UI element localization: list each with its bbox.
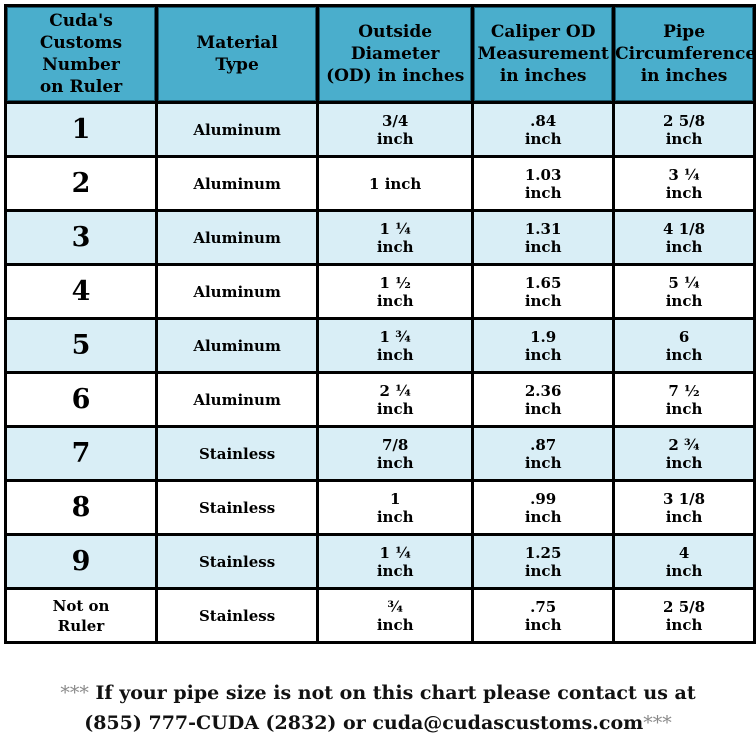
outside-diameter-cell: 1 ½ inch [319,266,471,317]
ruler-number-cell: 2 [7,158,155,209]
circumference-cell: 7 ½ inch [615,374,753,425]
caliper-od-cell: .75 inch [474,590,612,641]
material-cell: Stainless [158,428,316,479]
table-row [7,590,753,641]
contact-note-line-2 [0,708,756,738]
outside-diameter-cell: 3/4 inch [319,104,471,155]
ruler-number-cell: 9 [7,536,155,587]
outside-diameter-cell: 1 inch [319,482,471,533]
pipe-size-table [4,4,756,644]
header-outside-diameter: Outside Diameter (OD) in inches [319,7,471,101]
contact-details: (855) 777-CUDA (2832) or cuda@cudascustoms.com [84,712,644,734]
header-material-type: Material Type [158,7,316,101]
ruler-number-cell: 7 [7,428,155,479]
outside-diameter-cell: 1 ¼ inch [319,212,471,263]
outside-diameter-cell: 2 ¼ inch [319,374,471,425]
circumference-cell: 2 5/8 inch [615,590,753,641]
material-cell: Stainless [158,590,316,641]
table-row [7,158,753,209]
caliper-od-cell: 1.9 inch [474,320,612,371]
table-row [7,536,753,587]
header-caliper-od: Caliper OD Measurement in inches [474,7,612,101]
header-pipe-circumference: Pipe Circumference in inches [615,7,753,101]
circumference-cell: 3 ¼ inch [615,158,753,209]
circumference-cell: 4 1/8 inch [615,212,753,263]
material-cell: Aluminum [158,212,316,263]
outside-diameter-cell: 7/8 inch [319,428,471,479]
caliper-od-cell: 2.36 inch [474,374,612,425]
circumference-cell: 6 inch [615,320,753,371]
circumference-cell: 2 5/8 inch [615,104,753,155]
pipe-size-chart [4,4,756,644]
material-cell: Aluminum [158,266,316,317]
table-row [7,212,753,263]
table-row [7,482,753,533]
stars-close: *** [643,712,672,734]
caliper-od-cell: .84 inch [474,104,612,155]
stars-open: *** [60,682,89,704]
material-cell: Stainless [158,482,316,533]
material-cell: Stainless [158,536,316,587]
ruler-number-cell: 6 [7,374,155,425]
contact-note [0,678,756,738]
circumference-cell: 2 ¾ inch [615,428,753,479]
table-row [7,428,753,479]
outside-diameter-cell: 1 ¾ inch [319,320,471,371]
circumference-cell: 3 1/8 inch [615,482,753,533]
caliper-od-cell: 1.03 inch [474,158,612,209]
material-cell: Aluminum [158,374,316,425]
contact-note-line-1: *** If your pipe size is not on this chart please contact us at [60,682,696,704]
ruler-number-cell: Not on Ruler [7,590,155,641]
table-row [7,104,753,155]
caliper-od-cell: .99 inch [474,482,612,533]
caliper-od-cell: 1.65 inch [474,266,612,317]
header-row [7,7,753,101]
ruler-number-cell: 1 [7,104,155,155]
outside-diameter-cell: ¾ inch [319,590,471,641]
circumference-cell: 5 ¼ inch [615,266,753,317]
table-row [7,266,753,317]
caliper-od-cell: 1.25 inch [474,536,612,587]
circumference-cell: 4 inch [615,536,753,587]
ruler-number-cell: 8 [7,482,155,533]
outside-diameter-cell: 1 inch [319,158,471,209]
caliper-od-cell: 1.31 inch [474,212,612,263]
ruler-number-cell: 4 [7,266,155,317]
material-cell: Aluminum [158,158,316,209]
caliper-od-cell: .87 inch [474,428,612,479]
ruler-number-cell: 3 [7,212,155,263]
material-cell: Aluminum [158,104,316,155]
material-cell: Aluminum [158,320,316,371]
table-row [7,320,753,371]
ruler-number-cell: 5 [7,320,155,371]
outside-diameter-cell: 1 ¼ inch [319,536,471,587]
header-ruler-number: Cuda's Customs Number on Ruler [7,7,155,101]
table-row [7,374,753,425]
